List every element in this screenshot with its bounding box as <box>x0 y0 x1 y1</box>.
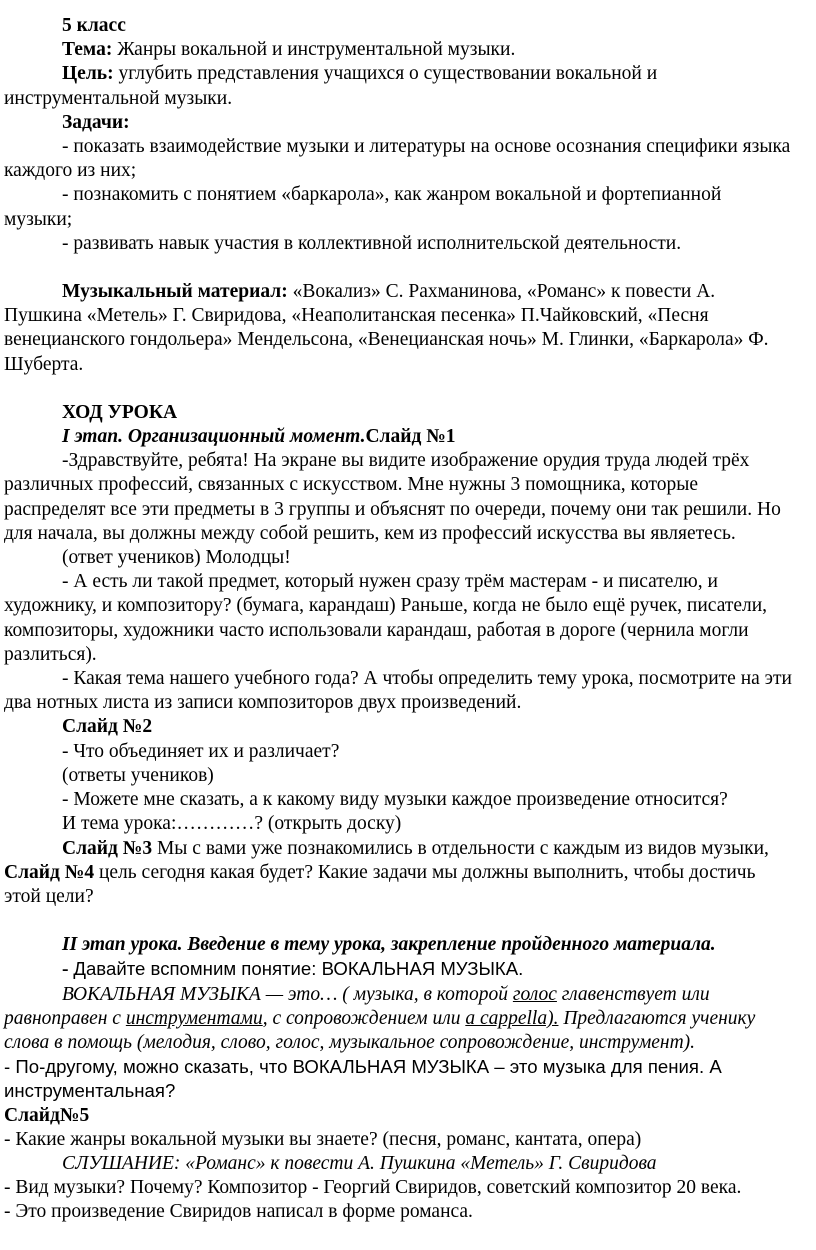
task-item: - показать взаимодействие музыки и литературы на основе осознания специфики языка каждого из них; <box>4 136 791 182</box>
goal-text: углубить представления учащихся о существовании вокальной и инструментальной музыки. <box>4 63 658 109</box>
topic-line <box>4 38 794 62</box>
stage2-heading: II этап урока. Введение в тему урока, закрепление пройденного материала. <box>62 934 716 956</box>
term-voice: голос <box>512 983 557 1005</box>
term-a-cappella: a cappella). <box>465 1007 559 1029</box>
definition-text: Предлагаются ученику слова в помощь (мелодия, слово, голос, музыкальное сопровождение, инструмент). <box>4 1007 756 1053</box>
paragraph: - По-другому, можно сказать, что ВОКАЛЬНАЯ МУЗЫКА – это музыка для пения. А инструментальная? <box>4 1056 722 1102</box>
paragraph-text: Мы с вами уже познакомились в отдельности с каждым из видов музыки, <box>152 837 769 859</box>
recall-text: Давайте вспомним понятие: ВОКАЛЬНАЯ МУЗЫКА. <box>73 958 524 980</box>
paragraph: -Здравствуйте, ребята! На экране вы видите изображение орудия труда людей трёх различных профессий, связанных с искусством. Мне нужны 3 помощника, которые распределят все эти предметы в 3 группы и объяснят по очереди, почему они так решили. Но для начала, вы должны между собой решить, кем из профессий искусства вы являетесь. <box>4 450 781 544</box>
music-material <box>4 280 794 377</box>
slide2-label: Слайд №2 <box>62 716 153 738</box>
paragraph: - Вид музыки? Почему? Композитор - Георгий Свиридов, советский композитор 20 века. <box>4 1177 742 1199</box>
paragraph: - А есть ли такой предмет, который нужен сразу трём мастерам - и писателю, и художнику, и композитору? (бумага, карандаш) Раньше, когда не было ещё ручек, писатели, композиторы, художники часто использовали карандаш, работая в дороге (чернила могли разлиться). <box>4 571 768 665</box>
paragraph <box>4 837 794 910</box>
definition-text: главенствует или равноправен с <box>4 983 710 1029</box>
slide4-label: Слайд №4 <box>4 861 95 883</box>
recall-line <box>4 957 794 982</box>
task-item: - развивать навык участия в коллективной исполнительской деятельности. <box>62 232 682 254</box>
paragraph: (ответ учеников) Молодцы! <box>62 547 291 569</box>
paragraph: - Какая тема нашего учебного года? А чтобы определить тему урока, посмотрите на эти два нотных листа из записи композиторов двух произведений. <box>4 668 792 714</box>
topic-label: Тема: <box>62 39 113 61</box>
slide3-label: Слайд №3 <box>62 837 153 859</box>
paragraph: И тема урока:…………? (открыть доску) <box>62 813 402 835</box>
paragraph: - Это произведение Свиридов написал в форме романса. <box>4 1201 473 1223</box>
tasks-label: Задачи: <box>62 111 130 133</box>
stage1-title: I этап. Организационный момент. <box>62 426 366 448</box>
stage1-heading <box>4 425 794 449</box>
definition-text: ВОКАЛЬНАЯ МУЗЫКА — это… ( музыка, в которой <box>62 983 513 1005</box>
paragraph: - Можете мне сказать, а к какому виду музыки каждое произведение относится? <box>62 789 728 811</box>
spacer <box>4 909 794 933</box>
slide1-label: Слайд №1 <box>365 426 456 448</box>
definition <box>4 983 794 1056</box>
paragraph: - Что объединяет их и различает? <box>62 740 340 762</box>
paragraph: - Какие жанры вокальной музыки вы знаете? (песня, романс, кантата, опера) <box>4 1128 642 1150</box>
topic-text: Жанры вокальной и инструментальной музыки. <box>112 39 516 61</box>
grade-heading: 5 класс <box>62 15 126 36</box>
listening-line: СЛУШАНИЕ: «Романс» к повести А. Пушкина «Метель» Г. Свиридова <box>62 1152 657 1174</box>
material-text: «Вокализ» С. Рахманинова, «Романс» к повести А. Пушкина «Метель» Г. Свиридова, «Неаполитанская песенка» П.Чайковский, «Песня венецианского гондольера» Мендельсона, «Венецианская ночь» М. Глинки, «Баркарола» Ф. Шуберта. <box>4 281 769 375</box>
paragraph-text: цель сегодня какая будет? Какие задачи мы должны выполнить, чтобы достичь этой цели? <box>4 861 756 907</box>
material-label: Музыкальный материал: <box>62 281 288 303</box>
paragraph: (ответы учеников) <box>62 764 214 786</box>
goal-line <box>4 62 794 110</box>
task-item: - познакомить с понятием «баркарола», как жанром вокальной и фортепианной музыки; <box>4 184 722 230</box>
spacer <box>4 256 794 280</box>
slide5-label: Слайд№5 <box>4 1104 90 1126</box>
lesson-heading: ХОД УРОКА <box>62 401 178 423</box>
definition-text: , с сопровождением или <box>262 1007 466 1029</box>
spacer <box>4 377 794 401</box>
dash: - <box>62 959 74 981</box>
term-instruments: инструментами <box>125 1007 263 1029</box>
goal-label: Цель: <box>62 63 114 85</box>
